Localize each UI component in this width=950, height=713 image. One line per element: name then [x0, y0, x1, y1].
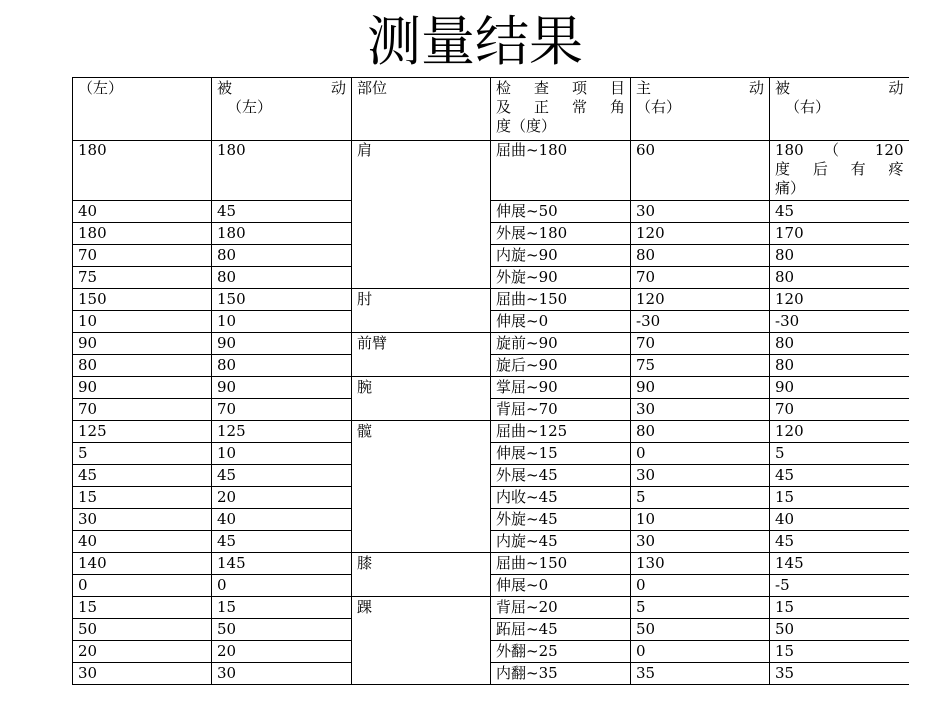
- cell-left-active: 180: [73, 223, 212, 245]
- cell-right-active: 80: [631, 245, 770, 267]
- cell-right-passive: 40: [770, 509, 909, 531]
- cell-right-passive: 5: [770, 443, 909, 465]
- cell-item: 外展~45: [491, 465, 631, 487]
- table-row: [73, 289, 909, 311]
- cell-right-active: 30: [631, 399, 770, 421]
- header-right-active: 主 动 （右）: [631, 78, 770, 141]
- cell-item: 内收~45: [491, 487, 631, 509]
- table-row: [73, 531, 909, 553]
- cell-left-passive: 70: [212, 399, 352, 421]
- cell-item: 掌屈~90: [491, 377, 631, 399]
- cell-left-passive: 180: [212, 141, 352, 201]
- cell-right-active: 30: [631, 531, 770, 553]
- header-right-passive: 被 动 （右）: [770, 78, 909, 141]
- cell-left-active: 45: [73, 465, 212, 487]
- table-row: [73, 663, 909, 685]
- cell-right-active: 120: [631, 289, 770, 311]
- cell-item: 背屈~20: [491, 597, 631, 619]
- cell-right-active: 60: [631, 141, 770, 201]
- cell-part-wrist: 腕: [352, 377, 491, 421]
- table-row: [73, 311, 909, 333]
- cell-right-active: 70: [631, 267, 770, 289]
- cell-left-active: 0: [73, 575, 212, 597]
- cell-left-active: 15: [73, 597, 212, 619]
- cell-right-passive: 80: [770, 267, 909, 289]
- cell-left-active: 70: [73, 245, 212, 267]
- cell-right-passive: -30: [770, 311, 909, 333]
- measurement-table: [72, 77, 909, 685]
- table-row: [73, 421, 909, 443]
- cell-left-passive: 20: [212, 641, 352, 663]
- cell-left-active: 75: [73, 267, 212, 289]
- cell-left-active: 180: [73, 141, 212, 201]
- cell-left-passive: 10: [212, 443, 352, 465]
- header-item: 检 查 项 目 及 正 常 角 度（度）: [491, 78, 631, 141]
- cell-right-active: 35: [631, 663, 770, 685]
- table-row: [73, 201, 909, 223]
- cell-right-active: 30: [631, 201, 770, 223]
- cell-item: 伸展~0: [491, 311, 631, 333]
- cell-right-passive: 35: [770, 663, 909, 685]
- cell-left-passive: 80: [212, 267, 352, 289]
- table-row: [73, 443, 909, 465]
- cell-right-passive: 45: [770, 531, 909, 553]
- table-header-row: [73, 78, 909, 141]
- cell-part-elbow: 肘: [352, 289, 491, 333]
- cell-left-passive: 0: [212, 575, 352, 597]
- cell-right-active: -30: [631, 311, 770, 333]
- cell-item: 内旋~45: [491, 531, 631, 553]
- cell-item: 外旋~90: [491, 267, 631, 289]
- cell-part-knee: 膝: [352, 553, 491, 597]
- cell-item: 跖屈~45: [491, 619, 631, 641]
- cell-right-active: 10: [631, 509, 770, 531]
- cell-left-passive: 80: [212, 355, 352, 377]
- cell-right-active: 0: [631, 443, 770, 465]
- cell-right-passive: 180 （ 120 度 后 有 疼 痛）: [770, 141, 909, 201]
- table-row: [73, 333, 909, 355]
- cell-left-active: 30: [73, 509, 212, 531]
- cell-right-passive: 70: [770, 399, 909, 421]
- cell-right-passive: 15: [770, 487, 909, 509]
- cell-right-passive: 170: [770, 223, 909, 245]
- cell-part-ankle: 踝: [352, 597, 491, 685]
- table-row: [73, 267, 909, 289]
- cell-right-active: 75: [631, 355, 770, 377]
- cell-right-active: 0: [631, 641, 770, 663]
- cell-right-active: 30: [631, 465, 770, 487]
- cell-left-active: 15: [73, 487, 212, 509]
- cell-left-active: 125: [73, 421, 212, 443]
- cell-left-passive: 125: [212, 421, 352, 443]
- cell-item: 外展~180: [491, 223, 631, 245]
- table-row: [73, 245, 909, 267]
- cell-left-passive: 45: [212, 531, 352, 553]
- cell-right-passive: 50: [770, 619, 909, 641]
- cell-left-active: 50: [73, 619, 212, 641]
- table-row: [73, 619, 909, 641]
- cell-item: 屈曲~180: [491, 141, 631, 201]
- cell-item: 屈曲~150: [491, 289, 631, 311]
- table-row: [73, 487, 909, 509]
- cell-right-passive: 15: [770, 597, 909, 619]
- cell-item: 伸展~0: [491, 575, 631, 597]
- cell-left-active: 70: [73, 399, 212, 421]
- cell-left-active: 5: [73, 443, 212, 465]
- cell-right-active: 90: [631, 377, 770, 399]
- cell-right-active: 5: [631, 597, 770, 619]
- table-row: [73, 553, 909, 575]
- cell-left-active: 40: [73, 201, 212, 223]
- table-row: [73, 465, 909, 487]
- table-row: [73, 399, 909, 421]
- cell-left-active: 30: [73, 663, 212, 685]
- cell-left-active: 140: [73, 553, 212, 575]
- cell-left-passive: 145: [212, 553, 352, 575]
- cell-item: 内翻~35: [491, 663, 631, 685]
- cell-right-passive: 145: [770, 553, 909, 575]
- cell-right-passive: 80: [770, 355, 909, 377]
- cell-right-passive: 45: [770, 465, 909, 487]
- table-row: [73, 355, 909, 377]
- cell-left-passive: 90: [212, 377, 352, 399]
- cell-left-passive: 40: [212, 509, 352, 531]
- cell-left-active: 20: [73, 641, 212, 663]
- table-row: [73, 141, 909, 201]
- cell-left-passive: 180: [212, 223, 352, 245]
- cell-left-passive: 20: [212, 487, 352, 509]
- cell-item: 外翻~25: [491, 641, 631, 663]
- cell-right-passive: 90: [770, 377, 909, 399]
- header-left-passive: 被 动 （左）: [212, 78, 352, 141]
- table-row: [73, 377, 909, 399]
- table-row: [73, 223, 909, 245]
- cell-item: 背屈~70: [491, 399, 631, 421]
- cell-left-active: 150: [73, 289, 212, 311]
- cell-left-passive: 50: [212, 619, 352, 641]
- cell-item: 屈曲~150: [491, 553, 631, 575]
- page-title: 测量结果: [367, 10, 583, 73]
- cell-left-passive: 150: [212, 289, 352, 311]
- cell-item: 外旋~45: [491, 509, 631, 531]
- cell-item: 伸展~50: [491, 201, 631, 223]
- cell-right-active: 80: [631, 421, 770, 443]
- cell-left-passive: 90: [212, 333, 352, 355]
- cell-right-passive: 80: [770, 245, 909, 267]
- cell-item: 旋后~90: [491, 355, 631, 377]
- cell-left-active: 40: [73, 531, 212, 553]
- cell-left-active: 90: [73, 333, 212, 355]
- cell-right-active: 120: [631, 223, 770, 245]
- table-row: [73, 597, 909, 619]
- cell-left-active: 80: [73, 355, 212, 377]
- cell-left-passive: 80: [212, 245, 352, 267]
- cell-right-active: 0: [631, 575, 770, 597]
- cell-left-active: 10: [73, 311, 212, 333]
- cell-right-passive: 120: [770, 421, 909, 443]
- header-left-active: （左）: [73, 78, 212, 141]
- cell-right-passive: 15: [770, 641, 909, 663]
- table-row: [73, 641, 909, 663]
- cell-right-active: 70: [631, 333, 770, 355]
- header-part: 部位: [352, 78, 491, 141]
- table-row: [73, 509, 909, 531]
- cell-part-hip: 髋: [352, 421, 491, 553]
- cell-left-passive: 10: [212, 311, 352, 333]
- cell-right-passive: 120: [770, 289, 909, 311]
- cell-left-passive: 45: [212, 201, 352, 223]
- cell-left-passive: 30: [212, 663, 352, 685]
- cell-part-forearm: 前臂: [352, 333, 491, 377]
- cell-item: 伸展~15: [491, 443, 631, 465]
- table-row: [73, 575, 909, 597]
- cell-item: 旋前~90: [491, 333, 631, 355]
- cell-right-passive: 45: [770, 201, 909, 223]
- cell-item: 屈曲~125: [491, 421, 631, 443]
- cell-left-passive: 45: [212, 465, 352, 487]
- cell-right-passive: 80: [770, 333, 909, 355]
- cell-right-passive: -5: [770, 575, 909, 597]
- cell-right-active: 5: [631, 487, 770, 509]
- cell-left-active: 90: [73, 377, 212, 399]
- cell-item: 内旋~90: [491, 245, 631, 267]
- cell-right-active: 50: [631, 619, 770, 641]
- cell-right-active: 130: [631, 553, 770, 575]
- cell-part-shoulder: 肩: [352, 141, 491, 289]
- cell-left-passive: 15: [212, 597, 352, 619]
